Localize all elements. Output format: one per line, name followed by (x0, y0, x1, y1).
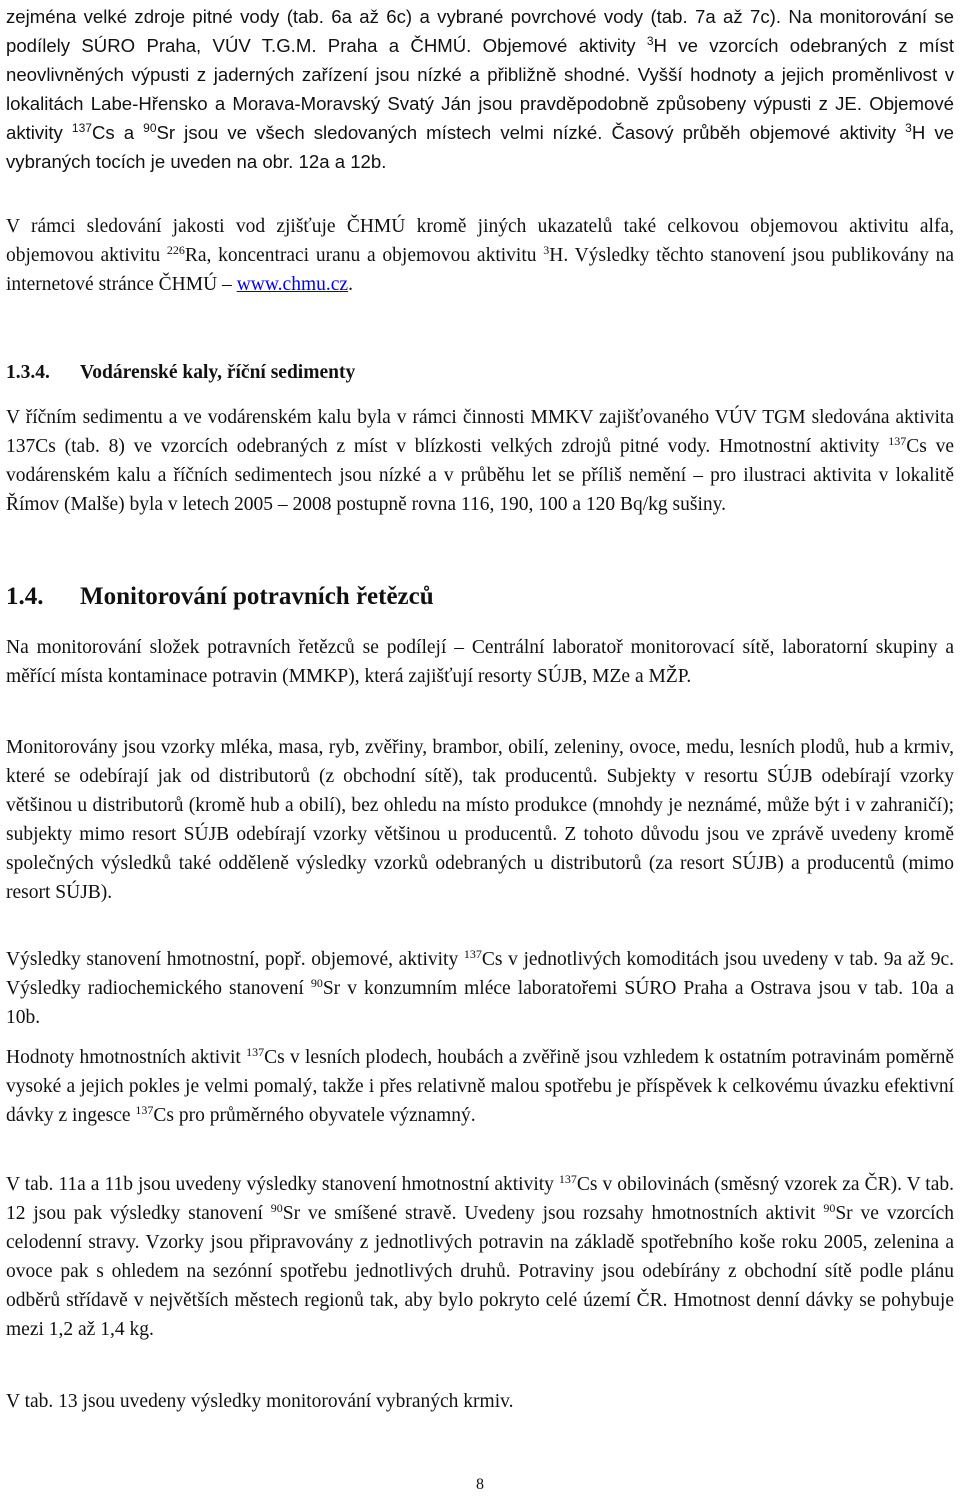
text: V říčním sedimentu a ve vodárenském kalu byla v rámci činnosti MMKV zajišťovaného VÚV TGM sledována aktivita 137Cs (tab. 8) ve vzorcích odebraných z míst v blízkosti velkých zdrojů pitné vody. Hmotnostní aktivity (6, 407, 954, 457)
superscript: 137 (888, 434, 907, 448)
paragraph-chmu (6, 212, 954, 299)
superscript: 137 (135, 1103, 154, 1117)
superscript: 3 (543, 243, 550, 257)
text: Cs v lesních plodech, houbách a zvěřině jsou vzhledem k ostatním potravinám poměrně vysoké a jejich pokles je velmi pomalý, takže i přes relativně malou spotřebu je příspěvek k celkovému úvazku efektivní dávky z ingesce (6, 1047, 954, 1126)
paragraph-results (6, 945, 954, 1032)
paragraph-monitoring-participants: Na monitorování složek potravních řetězců se podílejí – Centrální laboratoř monitorovací sítě, laboratorní skupiny a měřící místa kontaminace potravin (MMKP), která zajišťují resorty SÚJB, MZe a MŽP. (6, 637, 954, 687)
superscript: 137 (463, 947, 482, 961)
paragraph-forest-products (6, 1043, 954, 1130)
superscript: 137 (71, 121, 92, 135)
section-number: 1.4. (6, 583, 44, 610)
chmu-link[interactable]: www.chmu.cz (236, 274, 349, 295)
text: Cs ve vodárenském kalu a říčních sedimentech jsou nízké a v průběhu let se příliš nemění – pro ilustraci aktivita v lokalitě Římov (Malše) byla v letech 2005 – 2008 postupně rovna 116, 190, 100 a 120 Bq/kg sušiny. (6, 436, 954, 515)
superscript: 90 (270, 1201, 283, 1215)
text: Sr ve smíšené stravě. Uvedeny jsou rozsahy hmotnostních aktivit (282, 1203, 824, 1224)
superscript: 90 (143, 121, 157, 135)
superscript: 90 (310, 976, 323, 990)
superscript: 90 (823, 1201, 836, 1215)
paragraph-monitored-samples: Monitorovány jsou vzorky mléka, masa, ryb, zvěřiny, brambor, obilí, zeleniny, ovoce, medu, lesních plodů, hub a krmiv, které se odebírají jak od distributorů (z obchodní sítě), tak producentů. Subjekty v resortu SÚJB odebírají vzorky většinou u distributorů (kromě hub a obilí), bez ohledu na místo produkce (mnohdy je neznámé, může být i v zahraničí); subjekty mimo resort SÚJB odebírají vzorky většinou u producentů. Z tohoto důvodu jsou ve zprávě uvedeny kromě společných výsledků také odděleně výsledky vzorků odebraných u distributorů (za resort SÚJB) a producentů (mimo resort SÚJB). (6, 737, 954, 903)
text: H ve vzorcích odebraných z míst neovlivněných výpusti z jaderných zařízení jsou nízké a přibližně shodné. Vyšší hodnoty a jejich proměnlivost v lokalitách Labe-Hřensko a Morava-Moravský Svatý Ján jsou pravděpodobně způsobeny výpusti z JE. Objemové aktivity (6, 35, 955, 143)
paragraph-surface-water (6, 2, 954, 176)
superscript: 137 (246, 1045, 265, 1059)
text: V tab. 11a a 11b jsou uvedeny výsledky stanovení hmotnostní aktivity (6, 1174, 559, 1195)
text: . (348, 274, 353, 295)
text: H ve vybraných tocích je uveden na obr. 12a a 12b. (6, 122, 954, 172)
text: zejména velké zdroje pitné vody (tab. 6a až 6c) a vybrané povrchové vody (tab. 7a až 7c). Na monitorování se podílely SÚRO Praha, VÚV T.G.M. Praha a ČHMÚ. Objemové aktivity (6, 6, 954, 56)
section-number: 1.3.4. (6, 362, 50, 383)
paragraph-feed: V tab. 13 jsou uvedeny výsledky monitorování vybraných krmiv. (6, 1391, 514, 1412)
superscript: 226 (166, 243, 185, 257)
text: Cs v jednotlivých komoditách jsou uvedeny v tab. 9a až 9c. Výsledky radiochemického stanovení (6, 949, 955, 999)
paragraph-cereals-diet (6, 1170, 954, 1344)
section-heading-1-3-4 (6, 358, 355, 387)
page-number: 8 (476, 1476, 484, 1493)
section-title: Monitorování potravních řetězců (80, 583, 434, 610)
text: Cs pro průměrného obyvatele významný. (153, 1105, 476, 1126)
text: Hodnoty hmotnostních aktivit (6, 1047, 247, 1068)
text: V rámci sledování jakosti vod zjišťuje ČHMÚ kromě jiných ukazatelů také celkovou objemovou aktivitu alfa, objemovou aktivitu (6, 216, 954, 266)
superscript: 3 (646, 34, 654, 48)
section-heading-1-4 (6, 580, 434, 614)
text: Cs v obilovinách (směsný vzorek za ČR). V tab. 12 jsou pak výsledky stanovení (6, 1174, 954, 1224)
superscript: 137 (558, 1172, 577, 1186)
text: H. Výsledky těchto stanovení jsou publikovány na internetové stránce ČHMÚ – (6, 245, 954, 295)
text: Sr v konzumním mléce laboratořemi SÚRO Praha a Ostrava jsou v tab. 10a a 10b. (6, 978, 955, 1028)
superscript: 3 (905, 121, 912, 135)
text: Sr jsou ve všech sledovaných místech velmi nízké. Časový průběh objemové aktivity (156, 122, 906, 143)
paragraph-sediments (6, 403, 954, 519)
text: Sr ve vzorcích celodenní stravy. Vzorky jsou připravovány z jednotlivých potravin na základě spotřebního koše roku 2005, zelenina a ovoce pak s ohledem na sezónní spotřebu jednotlivých druhů. Potraviny jsou odebírány z obchodní sítě podle plánu odběrů střídavě v největších městech regionů tak, aby bylo pokryto celé území ČR. Hmotnost denní dávky se pohybuje mezi 1,2 až 1,4 kg. (6, 1203, 954, 1340)
text: Cs a (91, 122, 144, 143)
text: Výsledky stanovení hmotnostní, popř. objemové, aktivity (6, 949, 464, 970)
section-title: Vodárenské kaly, říční sedimenty (80, 362, 356, 383)
text: Ra, koncentraci uranu a objemovou aktivitu (184, 245, 544, 266)
